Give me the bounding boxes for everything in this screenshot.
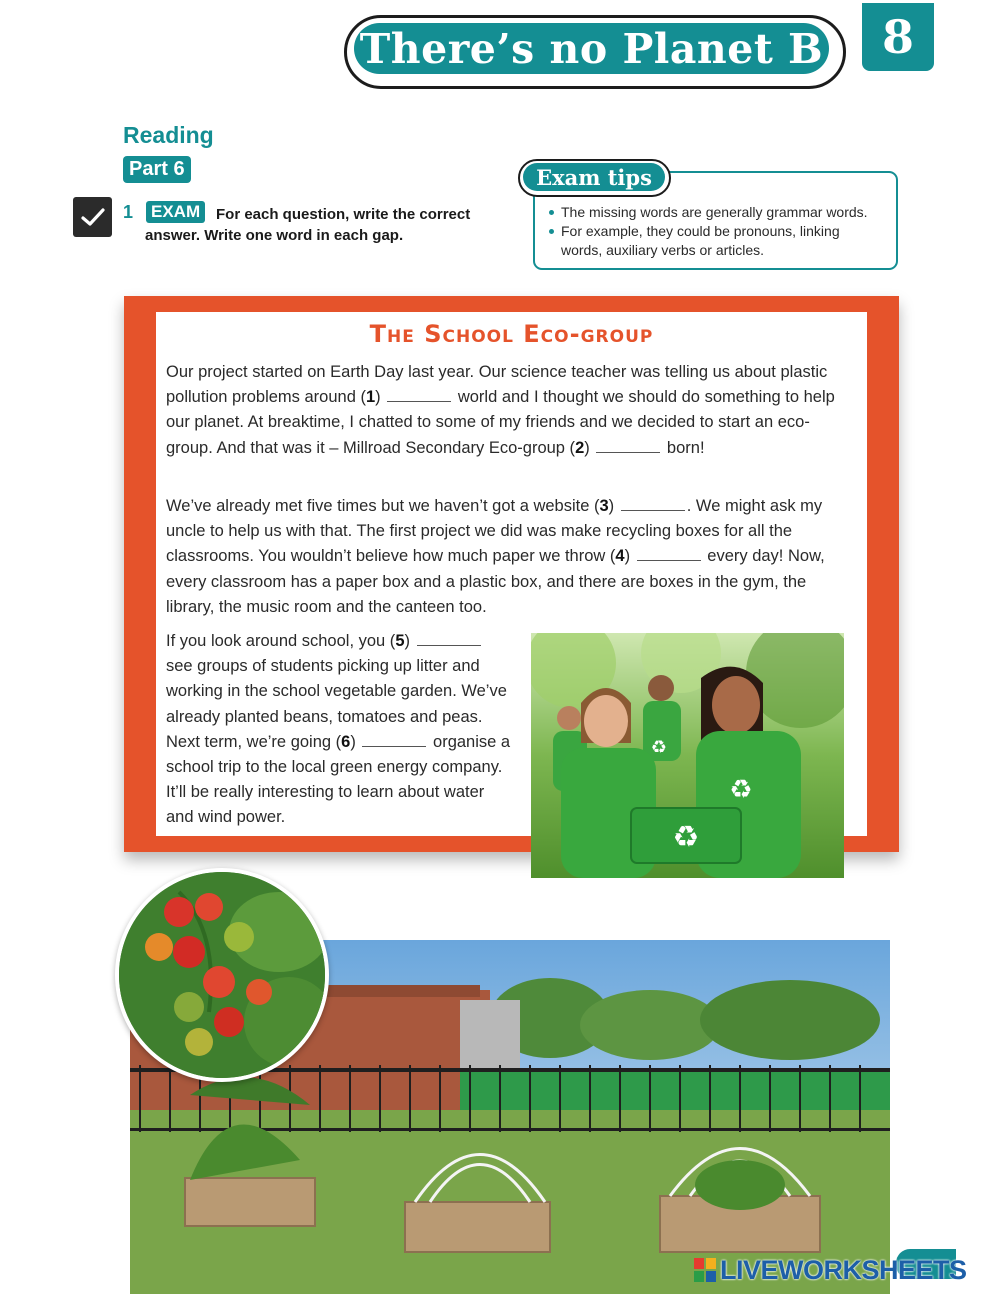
- checkmark-icon: [80, 206, 106, 228]
- article-paragraph-2: [166, 494, 842, 620]
- paragraph-text: Our project started on Earth Day last year. Our science teacher was telling us about plastic pollution problems around (: [166, 363, 828, 407]
- unit-number: 8: [881, 10, 914, 64]
- section-heading: Reading: [123, 122, 214, 148]
- part-label: Part 6: [123, 156, 191, 183]
- page-title: There’s no Planet B: [359, 24, 824, 73]
- title-banner-fill: [354, 23, 829, 74]
- gap-number: 2: [575, 438, 585, 457]
- exam-tip-item: The missing words are generally grammar words.: [549, 203, 884, 222]
- paragraph-text: ): [350, 732, 361, 751]
- gap-5-input[interactable]: [417, 634, 481, 646]
- article-paragraph-1: [166, 360, 842, 461]
- gap-1-input[interactable]: [387, 390, 451, 402]
- paragraph-text: ): [584, 438, 595, 457]
- paragraph-text: every day! Now, every classroom has a paper box and a plastic box, and there are boxes in the gym, the library, the music room and the canteen too.: [166, 547, 825, 616]
- gap-number: 5: [395, 632, 405, 650]
- paragraph-text: see groups of students picking up litter and working in the school vegetable garden. We’ve already planted beans, tomatoes and peas. Next term, we’re going (: [166, 657, 507, 751]
- paragraph-text: organise a school trip to the local green energy company. It’ll be really interesting to learn about water and wind power.: [166, 732, 511, 827]
- paragraph-text: world and I thought we should do something to help our planet. At breaktime, I chatted to some of my friends and we decided to start an eco-group. And that was it – Millroad Secondary Eco-group (: [166, 388, 835, 457]
- paragraph-text: born!: [662, 438, 705, 457]
- tomatoes-photo: [115, 868, 329, 1082]
- gap-number: 4: [615, 547, 625, 566]
- article-paragraph-3: [166, 629, 512, 831]
- svg-text:♻: ♻: [729, 775, 753, 805]
- paragraph-text: ): [624, 547, 635, 566]
- task-number: 1: [123, 202, 134, 222]
- paragraph-text: . We might ask my uncle to help us with that. The first project we did was make recycling boxes for all the classrooms. You wouldn’t believe how much paper we throw (: [166, 497, 823, 566]
- task-instruction: For each question, write the correct answer. Write one word in each gap.: [145, 206, 471, 244]
- gap-2-input[interactable]: [596, 441, 660, 453]
- article-title: The School Eco-group: [369, 320, 654, 348]
- paragraph-text: We’ve already met five times but we haven’t got a website (: [166, 497, 600, 515]
- exam-tips-title: Exam tips: [536, 164, 652, 190]
- exam-tips-tab: [518, 159, 671, 197]
- gap-3-input[interactable]: [621, 499, 685, 511]
- exam-tips-tab-fill: [523, 163, 665, 191]
- paragraph-text: ): [375, 388, 386, 407]
- paragraph-text: If you look around school, you (: [166, 632, 396, 650]
- title-banner: [344, 15, 846, 89]
- exam-tips-list: [549, 203, 884, 260]
- gap-4-input[interactable]: [637, 549, 701, 561]
- gap-number: 3: [599, 497, 609, 515]
- gap-6-input[interactable]: [362, 735, 426, 747]
- completed-checkbox[interactable]: [73, 197, 112, 237]
- exam-label: EXAM: [146, 201, 205, 223]
- svg-text:♻: ♻: [672, 820, 700, 855]
- liveworksheets-watermark[interactable]: [694, 1255, 967, 1285]
- gap-number: 6: [341, 732, 351, 751]
- unit-badge: [862, 3, 934, 71]
- paragraph-text: ): [404, 632, 415, 650]
- exam-tip-item: For example, they could be pronouns, linking words, auxiliary verbs or articles.: [549, 222, 884, 260]
- students-recycling-photo: [531, 633, 844, 878]
- paragraph-text: ): [608, 497, 619, 515]
- watermark-text: LIVEWORKSHEETS: [720, 1254, 967, 1285]
- gap-number: 1: [365, 388, 376, 407]
- liveworksheets-logo-icon: [694, 1258, 716, 1282]
- svg-text:♻: ♻: [650, 737, 668, 758]
